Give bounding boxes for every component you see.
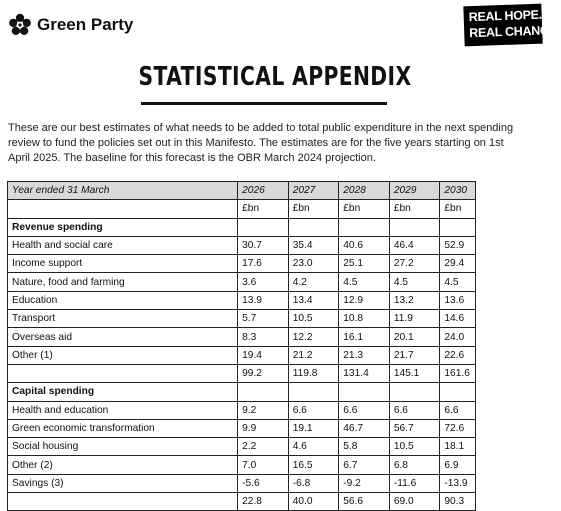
value-cell: 16.1 <box>339 328 390 346</box>
value-cell: 40.0 <box>288 493 339 511</box>
value-cell: 10.5 <box>389 438 440 456</box>
total-row <box>8 364 476 382</box>
units-row <box>8 200 476 218</box>
row-label: Green economic transformation <box>8 419 238 437</box>
value-cell: 9.2 <box>238 401 289 419</box>
section-heading-row <box>8 218 476 236</box>
slogan-line-2: REAL CHANGE. <box>469 22 561 41</box>
section-heading-row <box>8 383 476 401</box>
value-cell: 7.0 <box>238 456 289 474</box>
value-cell: 29.4 <box>440 255 476 273</box>
page-title: STATISTICAL APPENDIX <box>138 62 412 92</box>
total-label-cell <box>8 364 238 382</box>
value-cell: 4.5 <box>339 273 390 291</box>
table-row <box>8 419 476 437</box>
table-row <box>8 273 476 291</box>
value-cell: 22.8 <box>238 493 289 511</box>
value-cell: 4.6 <box>288 438 339 456</box>
value-cell: 13.6 <box>440 291 476 309</box>
total-row <box>8 493 476 511</box>
empty-cell <box>339 218 390 236</box>
value-cell: 25.1 <box>339 255 390 273</box>
value-cell: -13.9 <box>440 474 476 492</box>
unit-cell: £bn <box>238 200 289 218</box>
value-cell: 119.8 <box>288 364 339 382</box>
value-cell: 12.9 <box>339 291 390 309</box>
value-cell: 5.8 <box>339 438 390 456</box>
value-cell: 13.9 <box>238 291 289 309</box>
value-cell: 23.0 <box>288 255 339 273</box>
value-cell: 6.9 <box>440 456 476 474</box>
value-cell: 46.4 <box>389 236 440 254</box>
intro-paragraph: These are our best estimates of what needs to be added to total public expenditure in the next spending review to fund the policies set out in this Manifesto. The estimates are for the five years starting on 1st April 2025. The baseline for this forecast is the OBR March 2024 projection. <box>8 122 514 164</box>
table-row <box>8 328 476 346</box>
empty-cell <box>238 383 289 401</box>
value-cell: 72.6 <box>440 419 476 437</box>
row-label: Social housing <box>8 438 238 456</box>
year-cell: 2030 <box>440 182 476 200</box>
value-cell: 13.4 <box>288 291 339 309</box>
row-label: Other (1) <box>8 346 238 364</box>
value-cell: 52.9 <box>440 236 476 254</box>
table-row <box>8 474 476 492</box>
value-cell: 22.6 <box>440 346 476 364</box>
empty-cell <box>440 218 476 236</box>
table-row <box>8 438 476 456</box>
value-cell: 99.2 <box>238 364 289 382</box>
empty-cell <box>288 383 339 401</box>
green-party-flower-icon <box>8 13 32 37</box>
value-cell: 2.2 <box>238 438 289 456</box>
value-cell: 6.6 <box>339 401 390 419</box>
unit-cell: £bn <box>440 200 476 218</box>
value-cell: 6.6 <box>288 401 339 419</box>
value-cell: 4.5 <box>440 273 476 291</box>
value-cell: -5.6 <box>238 474 289 492</box>
header-label-cell: Year ended 31 March <box>8 182 238 200</box>
table-row <box>8 236 476 254</box>
value-cell: 10.5 <box>288 310 339 328</box>
section-heading: Capital spending <box>8 383 238 401</box>
section-heading: Revenue spending <box>8 218 238 236</box>
value-cell: 131.4 <box>339 364 390 382</box>
row-label: Income support <box>8 255 238 273</box>
brand-name: Green Party <box>37 15 134 34</box>
value-cell: 9.9 <box>238 419 289 437</box>
value-cell: 6.7 <box>339 456 390 474</box>
value-cell: 6.6 <box>389 401 440 419</box>
value-cell: 90.3 <box>440 493 476 511</box>
row-label: Health and social care <box>8 236 238 254</box>
table-row <box>8 310 476 328</box>
unit-cell: £bn <box>389 200 440 218</box>
value-cell: 19.1 <box>288 419 339 437</box>
slogan-line-1: REAL HOPE. <box>468 7 543 25</box>
unit-cell: £bn <box>288 200 339 218</box>
value-cell: 14.6 <box>440 310 476 328</box>
empty-cell <box>288 218 339 236</box>
value-cell: 27.2 <box>389 255 440 273</box>
appendix-table-body <box>8 182 476 511</box>
year-cell: 2028 <box>339 182 390 200</box>
value-cell: 18.1 <box>440 438 476 456</box>
year-cell: 2027 <box>288 182 339 200</box>
value-cell: 19.4 <box>238 346 289 364</box>
value-cell: 16.5 <box>288 456 339 474</box>
value-cell: 20.1 <box>389 328 440 346</box>
value-cell: 46.7 <box>339 419 390 437</box>
value-cell: -6.8 <box>288 474 339 492</box>
value-cell: 4.2 <box>288 273 339 291</box>
table-row <box>8 255 476 273</box>
value-cell: 30.7 <box>238 236 289 254</box>
value-cell: 21.7 <box>389 346 440 364</box>
table-row <box>8 346 476 364</box>
value-cell: 6.8 <box>389 456 440 474</box>
value-cell: 12.2 <box>288 328 339 346</box>
value-cell: 13.2 <box>389 291 440 309</box>
value-cell: 8.3 <box>238 328 289 346</box>
value-cell: 56.7 <box>389 419 440 437</box>
title-underline <box>141 102 387 105</box>
value-cell: 4.5 <box>389 273 440 291</box>
year-cell: 2026 <box>238 182 289 200</box>
row-label: Nature, food and farming <box>8 273 238 291</box>
table-header-row <box>8 182 476 200</box>
value-cell: 17.6 <box>238 255 289 273</box>
value-cell: 5.7 <box>238 310 289 328</box>
value-cell: 3.6 <box>238 273 289 291</box>
units-label-cell <box>8 200 238 218</box>
value-cell: 21.2 <box>288 346 339 364</box>
value-cell: 35.4 <box>288 236 339 254</box>
value-cell: 161.6 <box>440 364 476 382</box>
total-label-cell <box>8 493 238 511</box>
appendix-table <box>7 181 476 511</box>
row-label: Other (2) <box>8 456 238 474</box>
value-cell: -9.2 <box>339 474 390 492</box>
value-cell: 10.8 <box>339 310 390 328</box>
row-label: Transport <box>8 310 238 328</box>
year-cell: 2029 <box>389 182 440 200</box>
row-label: Health and education <box>8 401 238 419</box>
value-cell: 24.0 <box>440 328 476 346</box>
empty-cell <box>238 218 289 236</box>
empty-cell <box>389 218 440 236</box>
empty-cell <box>389 383 440 401</box>
table-row <box>8 456 476 474</box>
value-cell: 56.6 <box>339 493 390 511</box>
value-cell: 40.6 <box>339 236 390 254</box>
value-cell: 145.1 <box>389 364 440 382</box>
row-label: Overseas aid <box>8 328 238 346</box>
empty-cell <box>339 383 390 401</box>
value-cell: -11.6 <box>389 474 440 492</box>
green-party-logo <box>8 13 133 37</box>
value-cell: 11.9 <box>389 310 440 328</box>
unit-cell: £bn <box>339 200 390 218</box>
empty-cell <box>440 383 476 401</box>
row-label: Savings (3) <box>8 474 238 492</box>
value-cell: 69.0 <box>389 493 440 511</box>
value-cell: 6.6 <box>440 401 476 419</box>
slogan-stamp <box>463 4 561 47</box>
table-row <box>8 291 476 309</box>
table-row <box>8 401 476 419</box>
row-label: Education <box>8 291 238 309</box>
value-cell: 21.3 <box>339 346 390 364</box>
